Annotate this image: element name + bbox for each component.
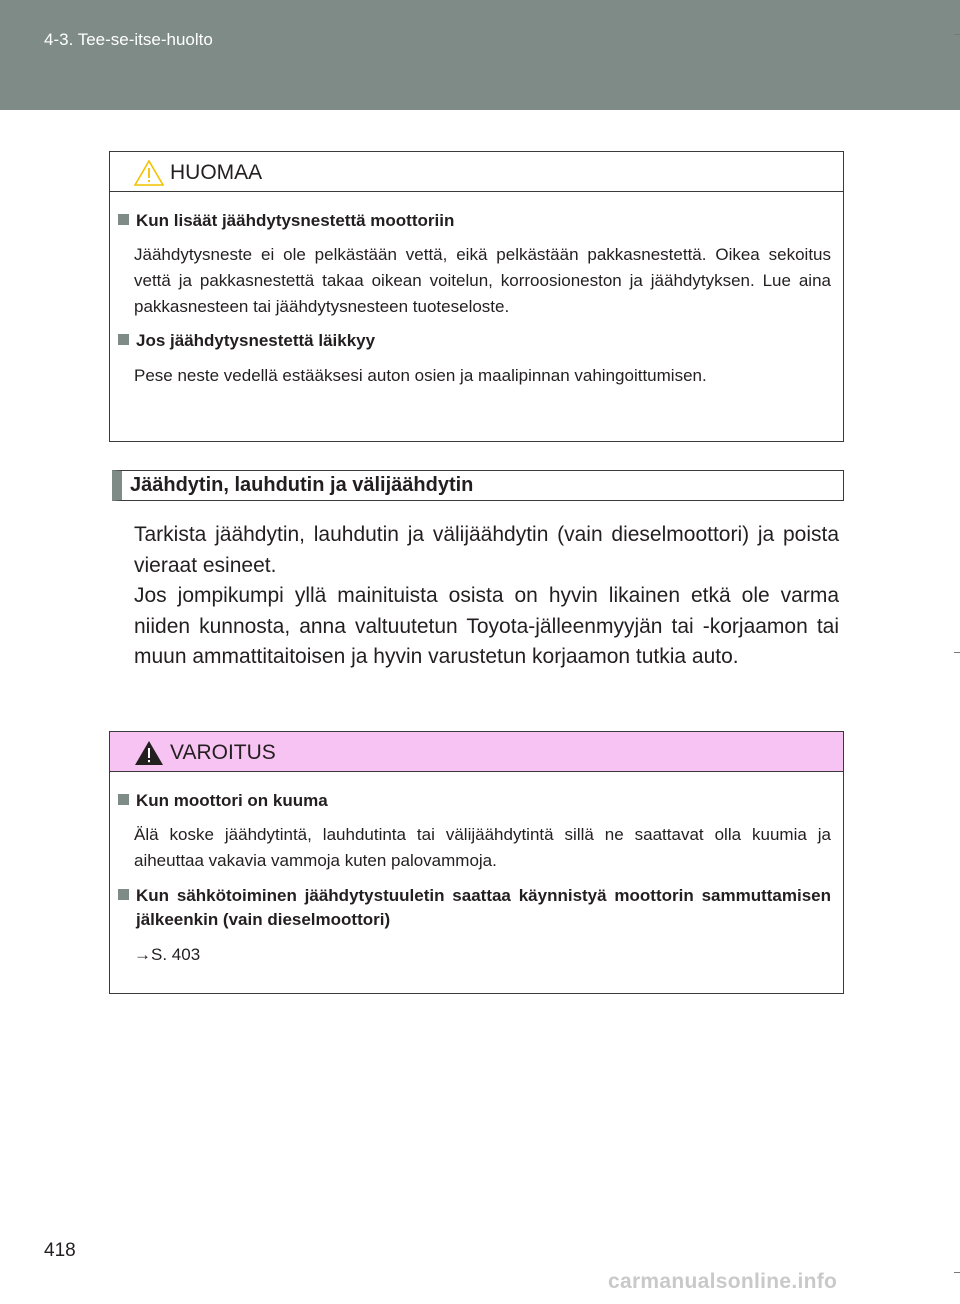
caution-triangle-outline-icon [134,160,164,186]
notice-header [110,152,843,192]
warning-item-title: Kun moottori on kuuma [134,789,831,813]
square-bullet-icon [118,889,129,900]
page-header [0,0,960,110]
caution-triangle-filled-icon [134,740,164,766]
body-paragraph: Jos jompikumpi yllä mainituista osista on hyvin likainen etkä ole varma niiden kunnosta, anna valtuutetun Toyota-jälleenmyyjän tai -korjaamon tai muun ammattitaitoisen ja hyvin varustetun korjaamon tutkia auto. [134,584,839,668]
notice-box [109,151,844,442]
warning-item-text: Älä koske jäähdytintä, lauhdutinta tai välijäähdytintä sillä ne saattavat olla kuumia ja aiheuttaa vakavia vammoja kuten palovammoja. [134,825,831,870]
warning-item-title: Kun sähkötoiminen jäähdytystuuletin saattaa käynnistyä moottorin sammuttamisen jälkeenkin (vain dieselmoottori) [134,884,831,932]
square-bullet-icon [118,794,129,805]
warning-box [109,731,844,994]
crop-mark [954,652,960,653]
notice-item [110,209,843,320]
notice-item-text: Jäähdytysneste ei ole pelkästään vettä, eikä pelkästään pakkasnestettä. Oikea sekoitus vettä ja pakkasnestettä takaa oikean voitelun, korroosioneston ja jäähdytyksen. Lue aina pakkasnesteen tai jäähdytysnesteen tuoteseloste. [134,245,831,316]
section-body [134,520,839,673]
notice-label: HUOMAA [170,161,263,184]
cross-reference: →S. 403 [134,945,201,964]
page-number: 418 [44,1240,76,1261]
crop-mark [954,1272,960,1273]
warning-item [110,884,843,968]
section-heading [112,470,844,501]
body-paragraph: Tarkista jäähdytin, lauhdutin ja välijäähdytin (vain dieselmoottori) ja poista vieraat esineet. [134,523,839,577]
square-bullet-icon [118,214,129,225]
notice-item-text: Pese neste vedellä estääksesi auton osien ja maalipinnan vahingoittumisen. [134,366,707,385]
square-bullet-icon [118,334,129,345]
warning-header [110,732,843,772]
watermark: carmanualsonline.info [608,1270,838,1293]
warning-label: VAROITUS [170,741,276,764]
notice-item-title: Jos jäähdytysnestettä läikkyy [134,329,831,353]
warning-item [110,789,843,874]
chapter-title: 4-3. Tee-se-itse-huolto [44,30,213,49]
crop-mark [954,34,960,35]
notice-item [110,329,843,389]
section-title: Jäähdytin, lauhdutin ja välijäähdytin [130,474,474,496]
notice-item-title: Kun lisäät jäähdytysnestettä moottoriin [134,209,831,233]
